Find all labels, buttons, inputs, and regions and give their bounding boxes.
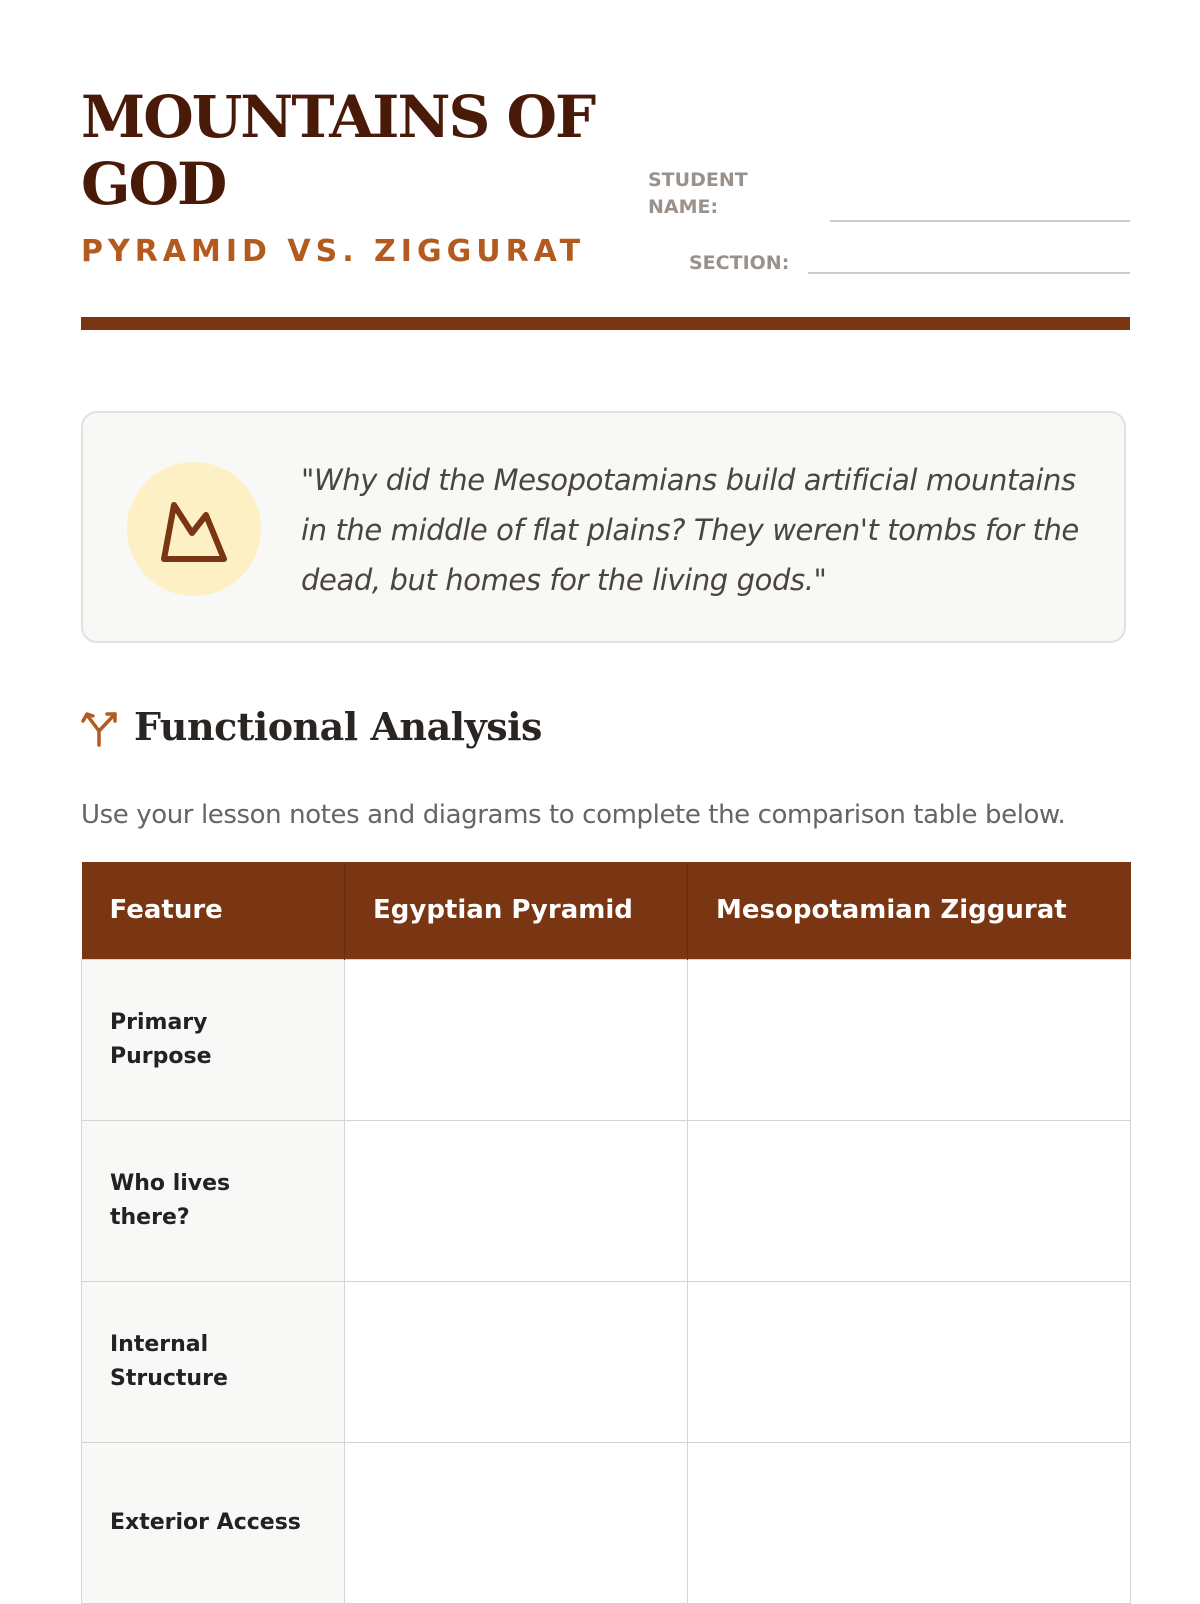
answer-cell-mesopotamian[interactable] (688, 959, 1131, 1120)
page-subtitle: PYRAMID VS. ZIGGURAT (81, 234, 586, 269)
answer-cell-egyptian[interactable] (345, 1442, 688, 1603)
row-label-internal-structure: Internal Structure (82, 1281, 345, 1442)
answer-cell-mesopotamian[interactable] (688, 1442, 1131, 1603)
answer-cell-egyptian[interactable] (345, 959, 688, 1120)
student-name-label: STUDENT NAME: (648, 169, 748, 218)
section-label: SECTION: (689, 252, 790, 274)
table-row (82, 1120, 1131, 1281)
table-row (82, 1281, 1131, 1442)
table-header-row (82, 862, 1131, 959)
header-divider (81, 317, 1130, 330)
row-label-who-lives-there: Who lives there? (82, 1120, 345, 1281)
section-title: Functional Analysis (134, 704, 542, 749)
quote-icon-badge (127, 462, 261, 596)
column-header-feature: Feature (82, 862, 345, 959)
answer-cell-egyptian[interactable] (345, 1120, 688, 1281)
column-header-mesopotamian-ziggurat: Mesopotamian Ziggurat (688, 862, 1131, 959)
answer-cell-mesopotamian[interactable] (688, 1120, 1131, 1281)
instructions-text: Use your lesson notes and diagrams to complete the comparison table below. (81, 800, 1066, 830)
section-heading (81, 699, 981, 755)
mountain-icon (154, 489, 234, 569)
section-field[interactable] (808, 272, 1130, 274)
student-name-field[interactable] (830, 220, 1130, 222)
column-header-egyptian-pyramid: Egyptian Pyramid (345, 862, 688, 959)
row-label-exterior-access: Exterior Access (82, 1442, 345, 1603)
quote-text: "Why did the Mesopotamians build artificial mountains in the middle of flat plains? They weren't tombs for the dead, but homes for the living gods." (301, 463, 1079, 597)
comparison-table (81, 862, 1131, 1604)
row-label-primary-purpose: Primary Purpose (82, 959, 345, 1120)
quote-callout (81, 411, 1126, 643)
table-row (82, 959, 1131, 1120)
answer-cell-egyptian[interactable] (345, 1281, 688, 1442)
worksheet-header (81, 84, 1130, 284)
table-row (82, 1442, 1131, 1603)
branch-arrow-icon (81, 709, 121, 749)
page-title: MOUNTAINS OF GOD (81, 83, 595, 218)
answer-cell-mesopotamian[interactable] (688, 1281, 1131, 1442)
